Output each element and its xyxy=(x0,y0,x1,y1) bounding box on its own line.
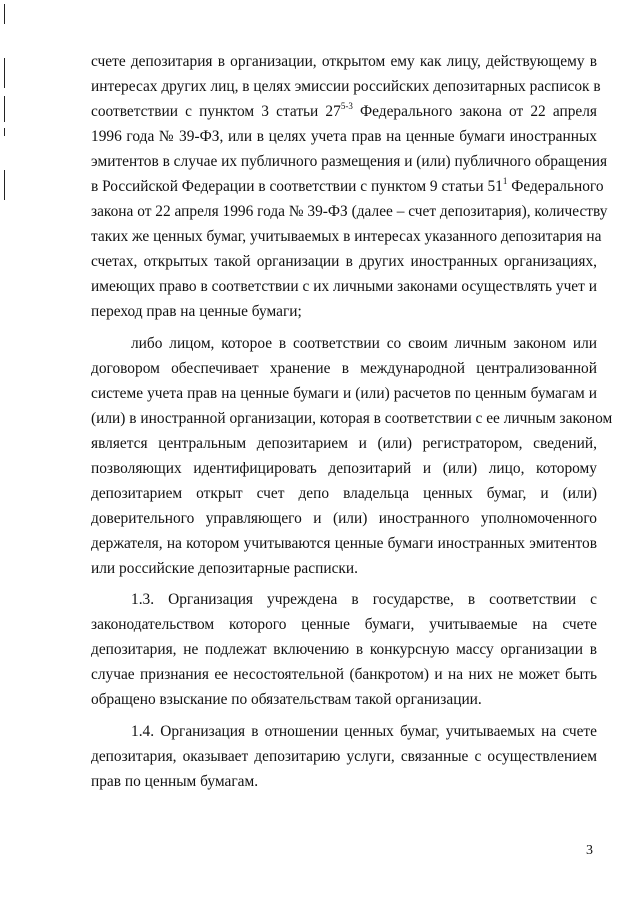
text-line: случае признания ее несостоятельной (банкротом) и на них не может быть xyxy=(91,666,597,683)
text-line: прав по ценным бумагам. xyxy=(91,773,259,790)
text-line: таких же ценных бумаг, учитываемых в интересах указанного депозитария на xyxy=(91,228,602,245)
scan-margin-mark xyxy=(4,96,5,122)
text-line: депозитария, не подлежат включению в конкурсную массу организации в xyxy=(91,641,597,658)
text-line: позволяющих идентифицировать депозитарий и (или) лицо, которому xyxy=(91,460,597,477)
scan-margin-mark xyxy=(4,128,5,136)
text-line: (или) в иностранной организации, которая в соответствии с ее личным законом xyxy=(91,410,613,427)
page-number: 3 xyxy=(586,843,593,858)
text-line: в Российской Федерации в соответствии с пунктом 9 статьи $51^1$ Федерального xyxy=(91,175,604,195)
text-line: договором обеспечивает хранение в международной централизованной xyxy=(91,360,597,377)
text-line: 1.3. Организация учреждена в государстве, в соответствии с xyxy=(131,591,597,608)
text-line: депозитарием открыт счет депо владельца ценных бумаг, и (или) xyxy=(91,485,597,502)
superscript: 5-3 xyxy=(340,100,353,111)
text-line: системе учета прав на ценные бумаги и (или) расчетов по ценным бумагам и xyxy=(91,385,597,402)
text-line: 1.4. Организация в отношении ценных бумаг, учитываемых на счете xyxy=(131,723,597,740)
text-line: законодательством которого ценные бумаги, учитываемые на счете xyxy=(91,616,597,633)
text-line: 1996 года № 39-ФЗ, или в целях учета прав на ценные бумаги иностранных xyxy=(91,128,597,145)
text-line: держателя, на котором учитываются ценные бумаги иностранных эмитентов xyxy=(91,535,597,552)
text-line: является центральным депозитарием и (или) регистратором, сведений, xyxy=(91,435,597,452)
text-line: интересах других лиц, в целях эмиссии российских депозитарных расписок в xyxy=(91,78,601,95)
text-line: закона от 22 апреля 1996 года № 39-ФЗ (далее – счет депозитария), количеству xyxy=(91,203,608,220)
text-line: счетах, открытых такой организации в других иностранных организациях, xyxy=(91,253,597,270)
superscript: 1 xyxy=(502,175,508,186)
text-line: или российские депозитарные расписки. xyxy=(91,560,358,577)
text-line: переход прав на ценные бумаги; xyxy=(91,303,302,320)
text-line: счете депозитария в организации, открытом ему как лицу, действующему в xyxy=(91,53,597,70)
text-line: соответствии с пунктом 3 статьи 27$^{5-3}$ Федерального закона от 22 апреля xyxy=(91,100,597,120)
text-line: эмитентов в случае их публичного размещения и (или) публичного обращения xyxy=(91,153,608,170)
text-line: доверительного управляющего и (или) иностранного уполномоченного xyxy=(91,510,597,527)
text-line: депозитария, оказывает депозитарию услуги, связанные с осуществлением xyxy=(91,748,597,765)
text-line: обращено взыскание по обязательствам такой организации. xyxy=(91,691,482,708)
text-line: имеющих право в соответствии с их личными законами осуществлять учет и xyxy=(91,278,597,295)
scan-margin-mark xyxy=(4,4,5,24)
scan-margin-mark xyxy=(4,58,5,88)
text-line: либо лицом, которое в соответствии со своим личным законом или xyxy=(131,335,597,352)
scan-margin-mark xyxy=(4,170,5,200)
